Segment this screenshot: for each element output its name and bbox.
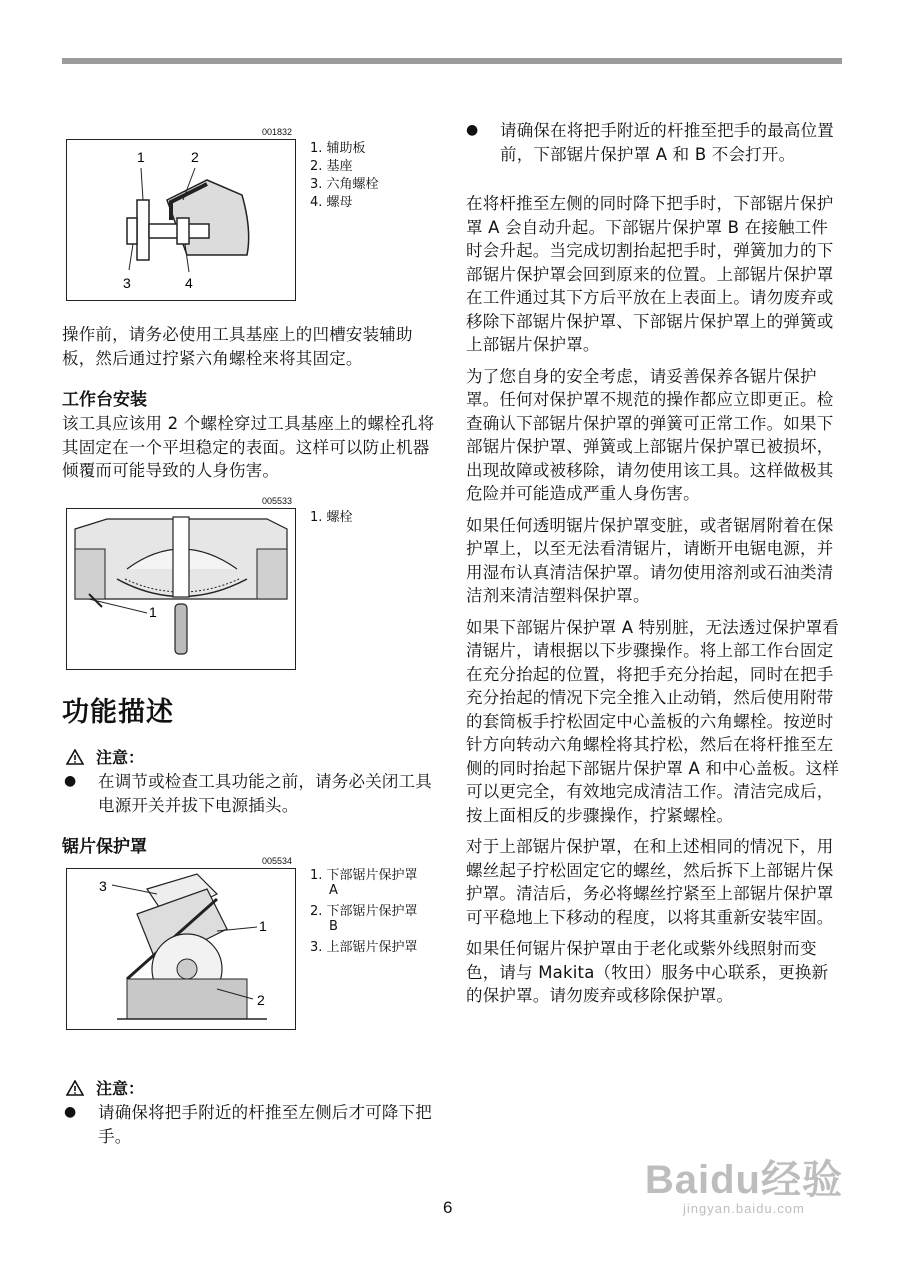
install-paragraph-block	[62, 323, 440, 370]
callout-3: 3	[123, 275, 131, 291]
right-column-body	[466, 192, 844, 1008]
legend-item: 3. 上部锯片保护罩	[310, 940, 418, 955]
legend-item: 2. 基座	[310, 159, 353, 174]
caution-label: 注意：	[96, 1079, 145, 1098]
callout-3: 3	[99, 878, 107, 894]
bench-mount-diagram	[67, 509, 295, 669]
body-paragraph: 如果任何锯片保护罩由于老化或紫外线照射而变色，请与 Makita（牧田）服务中心联系，更换新的保护罩。请勿废弃或移除保护罩。	[466, 939, 829, 1005]
section-title-functions: 功能描述	[62, 697, 174, 728]
caution-text: 请确保将把手附近的杆推至左侧后才可降下把手。	[98, 1103, 432, 1146]
guard-bullet-text: 请确保在将把手附近的杆推至把手的最高位置前，下部锯片保护罩 A 和 B 不会打开。	[500, 121, 834, 164]
header-rule	[62, 58, 842, 64]
caution-header	[66, 745, 144, 768]
figure-auxiliary-plate	[66, 139, 296, 301]
legend-item: 4. 螺母	[310, 195, 353, 210]
legend-item: 1. 辅助板	[310, 141, 366, 156]
bullet-dot: ●	[466, 122, 479, 138]
callout-1: 1	[149, 604, 157, 620]
warning-triangle-icon	[66, 749, 84, 765]
callout-1: 1	[137, 149, 145, 165]
legend-item: 2. 下部锯片保护罩	[310, 904, 418, 919]
install-paragraph: 操作前，请务必使用工具基座上的凹槽安装辅助板，然后通过拧紧六角螺栓来将其固定。	[62, 325, 413, 368]
watermark-brand: Baidu经验	[644, 1158, 843, 1202]
callout-2: 2	[191, 149, 199, 165]
figure-code: 005533	[262, 496, 293, 506]
body-paragraph: 如果任何透明锯片保护罩变脏，或者锯屑附着在保护罩上，以至无法看清锯片，请断开电锯电源，并用湿布认真清洁保护罩。请勿使用溶剂或石油类清洁剂来清洁塑料保护罩。	[466, 515, 834, 605]
callout-2: 2	[257, 992, 265, 1008]
body-paragraph: 如果下部锯片保护罩 A 特别脏，无法透过保护罩看清锯片，请根据以下步骤操作。将上部工作台固定在充分抬起的位置，将把手充分抬起，同时在把手充分抬起的情况下完全推入止动销，然后使用附带的套筒板手拧松固定中心盖板的六角螺栓。按逆时针方向转动六角螺栓将其拧松，然后在将杆推至左侧的同时抬起下部锯片保护罩 A 和中心盖板。这样可以更完全，有效地完成清洁工作。清洁完成后，按上面相反的步骤操作，拧紧螺栓。	[466, 617, 840, 825]
bullet-dot: ●	[64, 1104, 77, 1120]
bullet-dot: ●	[64, 773, 77, 789]
section-heading-guard: 锯片保护罩	[62, 837, 147, 857]
figure-legend	[310, 140, 379, 212]
callout-4: 4	[185, 275, 193, 291]
legend-item-cont: B	[329, 919, 338, 934]
bench-paragraph-block	[62, 412, 440, 483]
figure-code: 005534	[262, 856, 293, 866]
caution-bullet	[64, 770, 440, 817]
body-paragraph: 在将杆推至左侧的同时降下把手时，下部锯片保护罩 A 会自动升起。下部锯片保护罩 B 在接触工件时会升起。当完成切割抬起把手时，弹簧加力的下部锯片保护罩会回到原来的位置。上部锯片保护罩在工件通过其下方后平放在上表面上。请勿废弃或移除下部锯片保护罩、下部锯片保护罩上的弹簧或上部锯片保护罩。	[466, 194, 834, 354]
auxiliary-plate-diagram	[67, 140, 295, 300]
guard-bullet	[466, 119, 844, 166]
figure-legend	[310, 868, 418, 955]
caution-bullet	[64, 1101, 440, 1148]
watermark-url: jingyan.baidu.com	[683, 1201, 805, 1216]
figure-blade-guard	[66, 868, 296, 1030]
bench-paragraph: 该工具应该用 2 个螺栓穿过工具基座上的螺栓孔将其固定在一个平坦稳定的表面。这样可以防止机器倾覆而可能导致的人身伤害。	[62, 414, 435, 480]
caution-label: 注意：	[96, 748, 145, 767]
body-paragraph: 为了您自身的安全考虑，请妥善保养各锯片保护罩。任何对保护罩不规范的操作都应立即更正。检查确认下部锯片保护罩的弹簧可正常工作。如果下部锯片保护罩、弹簧或上部锯片保护罩已被损坏，出现故障或被移除，请勿使用该工具。这样做极其危险并可能造成严重人身伤害。	[466, 366, 834, 503]
page-number: 6	[443, 1198, 453, 1217]
legend-item: 1. 螺栓	[310, 510, 353, 525]
callout-1: 1	[259, 918, 267, 934]
figure-code: 001832	[262, 127, 293, 137]
warning-triangle-icon	[66, 1080, 84, 1096]
caution-text: 在调节或检查工具功能之前，请务必关闭工具电源开关并拔下电源插头。	[98, 772, 432, 815]
body-paragraph: 对于上部锯片保护罩，在和上述相同的情况下，用螺丝起子拧松固定它的螺丝，然后拆下上部锯片保护罩。清洁后，务必将螺丝拧紧至上部锯片保护罩可平稳地上下移动的程度，以将其重新安装牢固。	[466, 837, 834, 927]
blade-guard-diagram	[67, 869, 295, 1029]
legend-item: 3. 六角螺栓	[310, 177, 379, 192]
caution-header	[66, 1076, 144, 1099]
section-heading-bench: 工作台安装	[62, 390, 147, 410]
legend-item: 1. 下部锯片保护罩	[310, 868, 418, 883]
watermark	[645, 1148, 843, 1216]
figure-legend	[310, 509, 353, 527]
legend-item-cont: A	[329, 883, 338, 898]
figure-bench-mount	[66, 508, 296, 670]
